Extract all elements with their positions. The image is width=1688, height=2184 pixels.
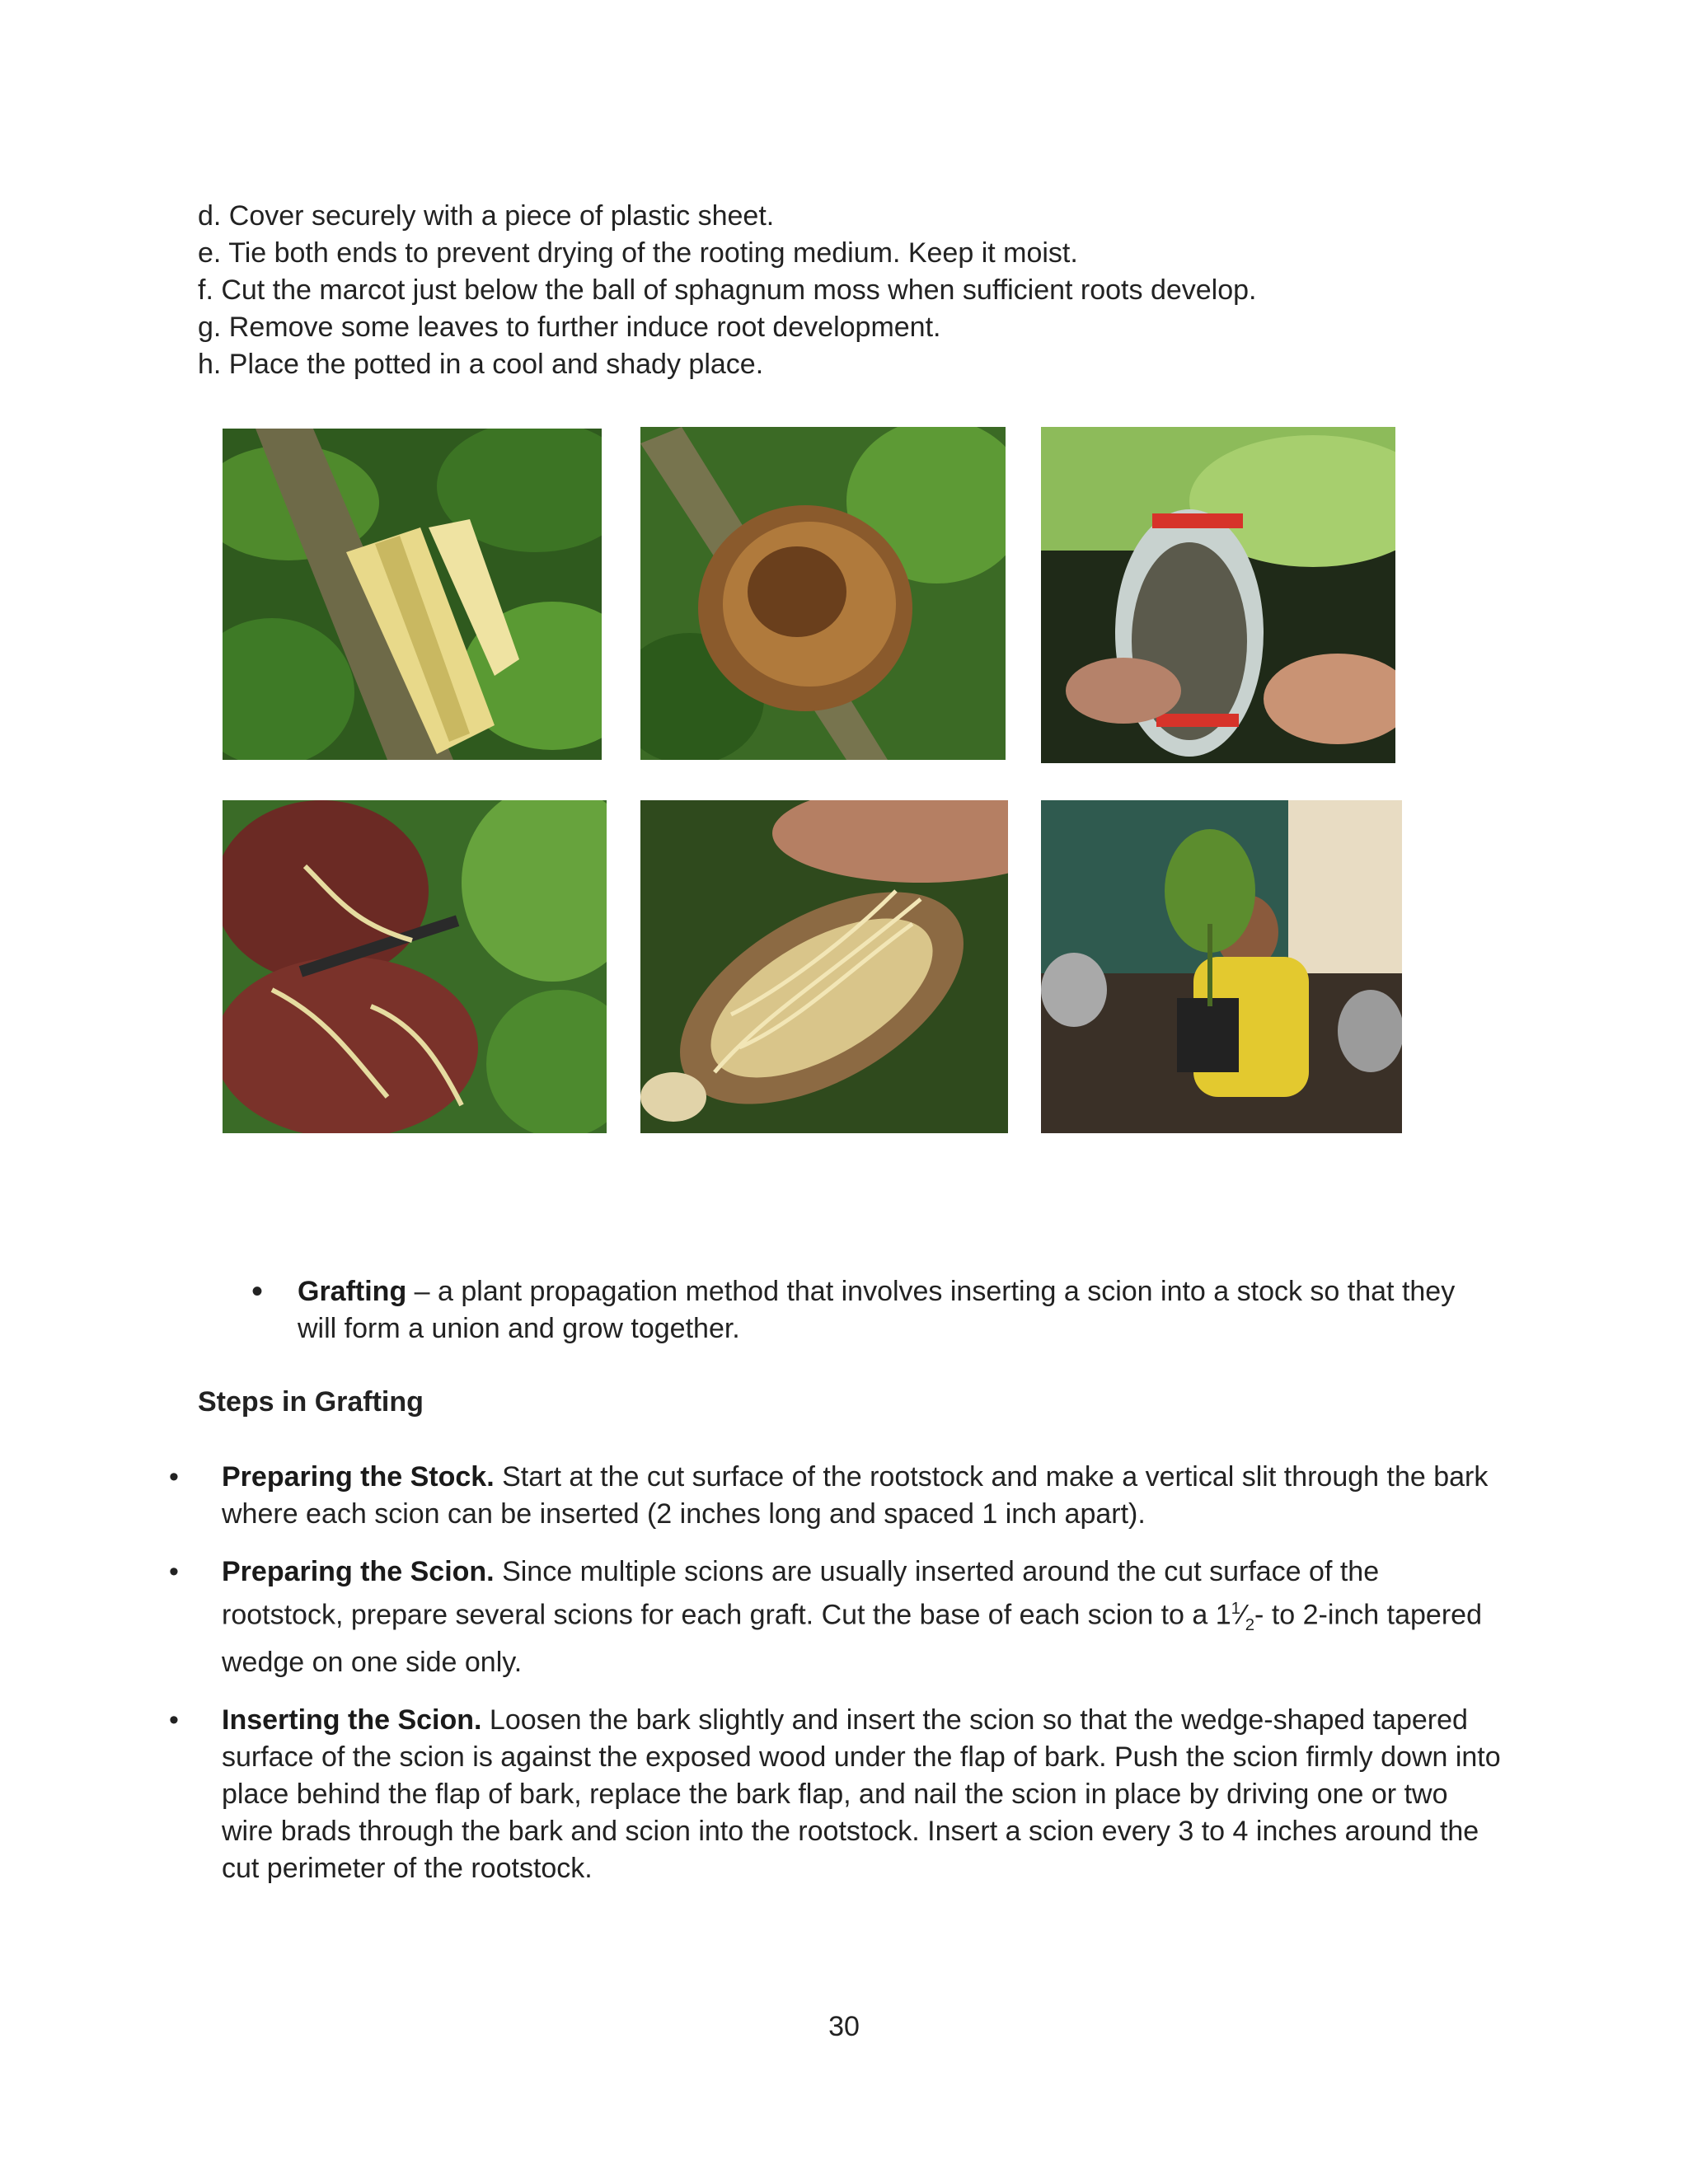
step-h: h. Place the potted in a cool and shady place. (198, 349, 764, 380)
bullet-title: Inserting the Scion. (222, 1704, 482, 1736)
bullet-marker: • (251, 1273, 264, 1310)
step-e: e. Tie both ends to prevent drying of the rooting medium. Keep it moist. (198, 237, 1078, 269)
grafting-definition-text: – a plant propagation method that involves inserting a scion into a stock so that they will form a union and grow together. (298, 1276, 1456, 1344)
list-item (169, 1459, 1504, 1533)
photo-plastic-tied (1041, 427, 1395, 763)
bullet-text: Loosen the bark slightly and insert the scion so that the wedge-shaped tapered surface of the scion is against the exposed wood under the flap of bark. Push the scion firmly down into place behind the flap of bark, replace the bark flap, and nail the scion in place by driving one or two wire brads through the bark and scion into the rootstock. Insert a scion every 3 to 4 inches around the cut perimeter of the rootstock. (222, 1704, 1501, 1885)
bullet-marker: • (169, 1704, 179, 1736)
photo-roots-in-plastic (223, 800, 607, 1133)
bullet-title: Preparing the Scion. (222, 1556, 495, 1587)
grafting-term: Grafting (298, 1276, 407, 1307)
photo-root-ball (640, 800, 1008, 1133)
bullet-text: Start at the cut surface of the rootstock and make a vertical slit through the bark where each scion can be inserted (2 inches long and spaced 1 inch apart). (222, 1461, 1489, 1530)
steps-in-grafting-heading: Steps in Grafting (198, 1386, 424, 1418)
step-d: d. Cover securely with a piece of plastic sheet. (198, 200, 775, 232)
bullet-marker: • (169, 1461, 179, 1493)
bullet-text: Since multiple scions are usually inserted around the cut surface of the rootstock, prepare several scions for each graft. Cut the base of each scion to a 1 (222, 1556, 1380, 1631)
bullet-title: Preparing the Stock. (222, 1461, 495, 1493)
step-g: g. Remove some leaves to further induce root development. (198, 312, 941, 343)
list-item (169, 1702, 1504, 1887)
marcotting-steps-list (198, 198, 1599, 383)
page-number: 30 (828, 2011, 860, 2042)
fraction-numerator: 1 (1231, 1600, 1241, 1618)
fraction-denominator: 2 (1245, 1616, 1255, 1635)
step-f: f. Cut the marcot just below the ball of sphagnum moss when sufficient roots develop. (198, 274, 1257, 306)
grafting-definition (251, 1273, 1471, 1347)
fraction-slash: ⁄ (1240, 1599, 1245, 1631)
bullet-marker: • (169, 1556, 179, 1587)
grafting-steps-list (169, 1459, 1504, 1908)
photo-bark-removed (223, 429, 602, 760)
list-item (169, 1554, 1504, 1681)
bullet-text-continued: - to 2-inch tapered wedge on one side only. (222, 1599, 1482, 1679)
photo-moss-wrap (640, 427, 1006, 760)
photo-potted-plant-classroom (1041, 800, 1402, 1133)
